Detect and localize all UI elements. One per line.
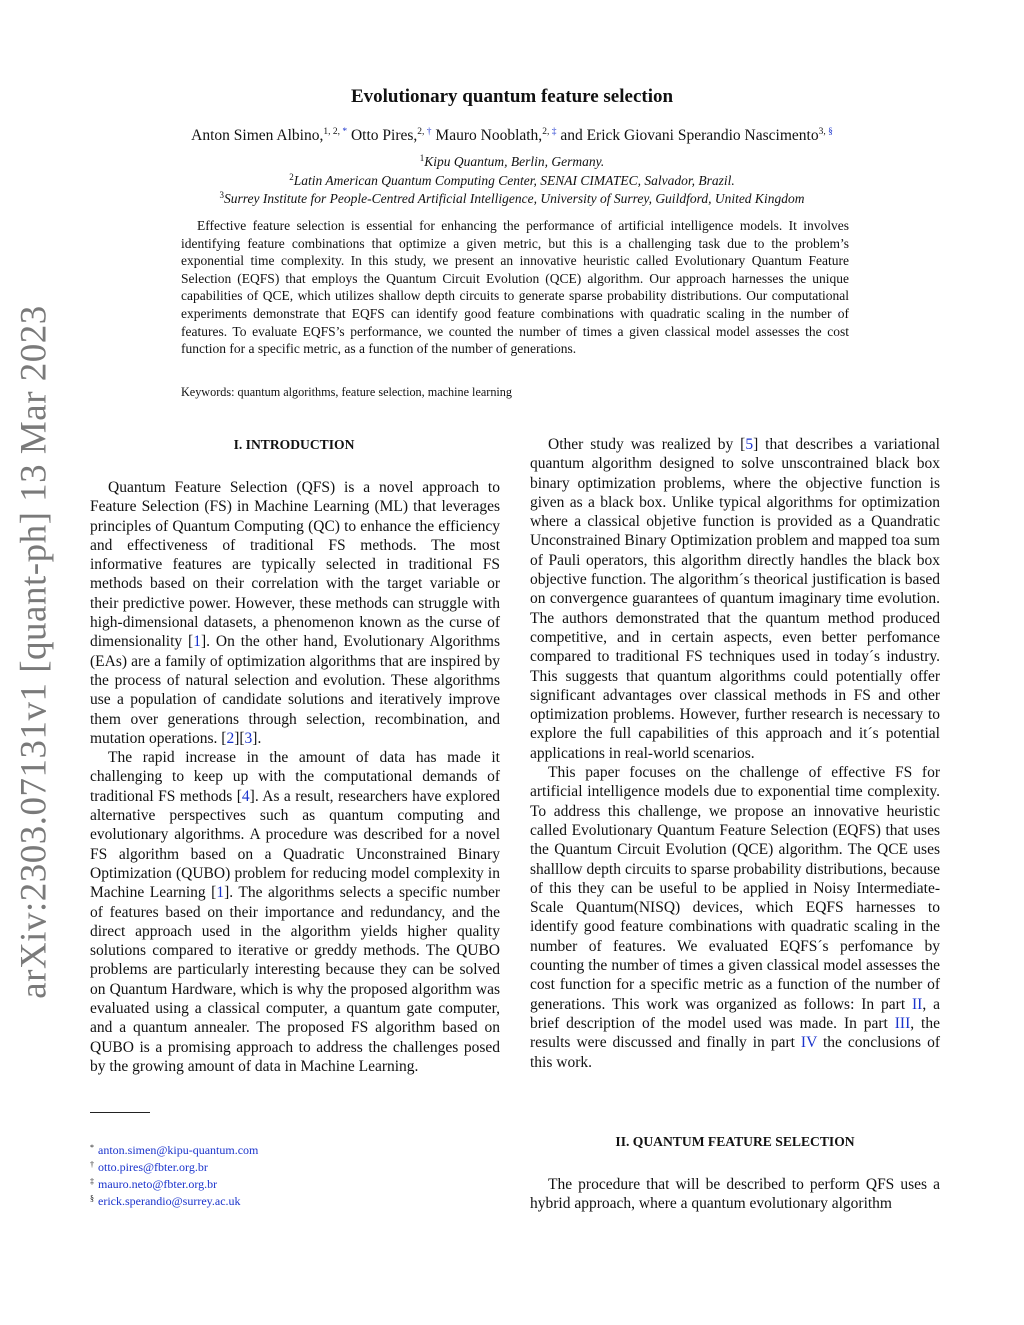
author-name: Otto Pires, [350, 127, 418, 144]
section-link[interactable]: IV [800, 1034, 817, 1052]
footnote: ‡ mauro.neto@fbter.org.br [90, 1177, 218, 1191]
affiliation: $^2$Latin American Quantum Computing Center, SENAI CIMATEC, Salvador, Brazil. [289, 172, 735, 188]
section-link[interactable]: II [912, 995, 923, 1013]
footnote-mark[interactable]: * [342, 127, 348, 137]
citation-link[interactable]: 1 [216, 884, 225, 902]
citation-link[interactable]: 1 [193, 633, 201, 651]
author-name: Mauro Nooblath, [435, 127, 543, 144]
abstract: Effective feature selection is essential for enhancing the performance of artificial intelligence models. It involves identifying feature combinations that optimize a given metric, but this is a challenging task due to the problem’s exponential time complexity. In this study, we present an innovative heuristic called Evolutionary Quantum Feature Selection (EQFS) that employs the Quantum Circuit Evolution (QCE) algorithm. Our approach harnesses the unique capabilities of QCE, which utilizes shallow depth circuits to generate sparse probability distributions. Our computational experiments demonstrate that EQFS can identify good feature combinations with quadratic scaling in the number of features. To evaluate EQFS’s performance, we counted the number of times a given classical model assesses the cost function for a specific metric, as a function of the number of generations. [181, 218, 849, 357]
arxiv-id-text: arXiv:2303.07131v1 [quant-ph] 13 Mar 2023 [13, 305, 55, 999]
paragraph: This paper focuses on the challenge of effective FS for artificial intelligence models due to exponential time complexity. To address this challenge, we propose an innovative heuristic called Evolutionary Quantum Feature Selection (EQFS) that uses the Quantum Circuit Evolution (QCE) algorithm. The QCE uses shalllow depth circuits to sparse probability distributions, because of this they can be useful to be applied in Noisy Intermediate-Scale Quantum(NISQ) devices, which EQFS harnesses to identify good feature combinations with quadratic scaling in the number of features. We evaluated EQFS´s perfomance by counting the number of times a given classical model assesses the cost function for a specific metric as a function of the number of generations. This work was organized as follows: In part II, a brief description of the model used was made. In part III, the results were discussed and finally in part IV the conclusions of this work. [530, 764, 940, 1071]
email-link[interactable]: anton.simen@kipu-quantum.com [98, 1143, 259, 1157]
email-link[interactable]: mauro.neto@fbter.org.br [98, 1177, 218, 1191]
footnote: † otto.pires@fbter.org.br [90, 1160, 208, 1174]
footnote: * anton.simen@kipu-quantum.com [90, 1143, 259, 1157]
author-name: Anton Simen Albino, [191, 127, 324, 144]
footnote-mark[interactable]: † [426, 127, 432, 137]
footnote-mark[interactable]: ‡ [551, 127, 557, 137]
email-link[interactable]: erick.sperandio@surrey.ac.uk [98, 1194, 241, 1208]
affiliation: $^1$Kipu Quantum, Berlin, Germany. [419, 153, 605, 169]
author-list: Anton Simen Albino,$^{1, 2, *}$ Otto Pires,$^{2, \dagger}$ Mauro Nooblath,$^{2, \ddagger}$ and Erick Giovani Sperandio Nascimento$^{3, \S}$ [191, 127, 833, 144]
footnote-mark[interactable]: § [828, 127, 833, 137]
right-column-continued [530, 1175, 940, 1214]
citation-link[interactable]: 5 [745, 436, 754, 453]
affiliation: $^3$Surrey Institute for People-Centred Artificial Intelligence, University of Surrey, Guildford, United Kingdom [219, 190, 805, 206]
footnote-divider [90, 1112, 150, 1113]
paragraph: The rapid increase in the amount of data has made it challenging to keep up with the computational demands of traditional FS methods [4]. As a result, researchers have explored alternative perspectives such as quantum computing and evolutionary algorithms. A procedure was described for a novel FS algorithm based on a Quadratic Unconstrained Binary Optimization (QUBO) problem for reducing model complexity in Machine Learning [1]. The algorithms selects a specific number of features based on their importance and redundancy, and the direct approach used in the algorithm yields higher quality solutions compared to iterative or greddy methods. The QUBO problems are particularly interesting because they can be solved on Quantum Hardware, which is why the proposed algorithm was evaluated using a classical computer, a quantum gate computer, and a quantum annealer. The proposed FS algorithm based on QUBO is a promising approach to address the challenges posed by the growing amount of data in Machine Learning. [90, 749, 500, 1075]
section-heading-introduction: I. INTRODUCTION [233, 437, 355, 452]
arxiv-margin-label [8, 305, 60, 999]
citation-link[interactable]: 4 [241, 787, 250, 805]
footnote: § erick.sperandio@surrey.ac.uk [90, 1194, 241, 1208]
citation-link[interactable]: 3 [244, 729, 253, 747]
email-link[interactable]: otto.pires@fbter.org.br [98, 1160, 208, 1174]
left-column [90, 478, 500, 1076]
section-heading-qfs: II. QUANTUM FEATURE SELECTION [615, 1134, 855, 1149]
right-column [530, 435, 940, 1072]
paragraph: Quantum Feature Selection (QFS) is a novel approach to Feature Selection (FS) in Machine Learning (ML) that leverages principles of Quantum Computing (QC) to enhance the efficiency and effectiveness of traditional FS methods. The most informative features are typically selected in traditional FS methods based on their correlation with the target variable or their predictive power. However, these methods can struggle with high-dimensional datasets, a phenomenon known as the curse of dimensionality [1]. On the other hand, Evolutionary Algorithms (EAs) are a family of optimization algorithms that are inspired by the process of natural selection and evolution. These algorithms use a population of candidate solutions and iteratively improve them over generations through selection, recombination, and mutation operations. [2][3]. [90, 479, 500, 747]
paragraph: The procedure that will be described to perform QFS uses a hybrid approach, where a quantum evolutionary algorithm [530, 1176, 940, 1213]
author-name: and Erick Giovani Sperandio Nascimento [560, 127, 819, 144]
citation-link[interactable]: 2 [226, 729, 235, 747]
section-link[interactable]: III [894, 1014, 911, 1032]
paper-title: Evolutionary quantum feature selection [350, 86, 674, 107]
keywords: Keywords: quantum algorithms, feature selection, machine learning [181, 385, 512, 399]
paragraph: Other study was realized by [5] that describes a variational quantum algorithm designed to solve unscontrained black box binary optimization problems, where the objective function is given as a black box. Unlike typical algorithms for optimization where a classical objetive function is provided as a Quandratic Unconstrained Binary Optimization problem and mapped toa sum of Pauli operators, this algorithm directly handles the black box objective function. The algorithm´s theorical justification is based on convergence guarantees of quantum imaginary time evolution. The authors demonstrated that the quantum method produced competitive, and in certain aspects, even better perfomance compared to traditional FS techniques used in today´s industry. This suggests that quantum algorithms could potentially offer significant advantages over classical methods in FS and other optimization problems. However, further research is necessary to explore the full capabilities of this approach and it´s potential applications in real-world scenarios. [530, 436, 940, 762]
